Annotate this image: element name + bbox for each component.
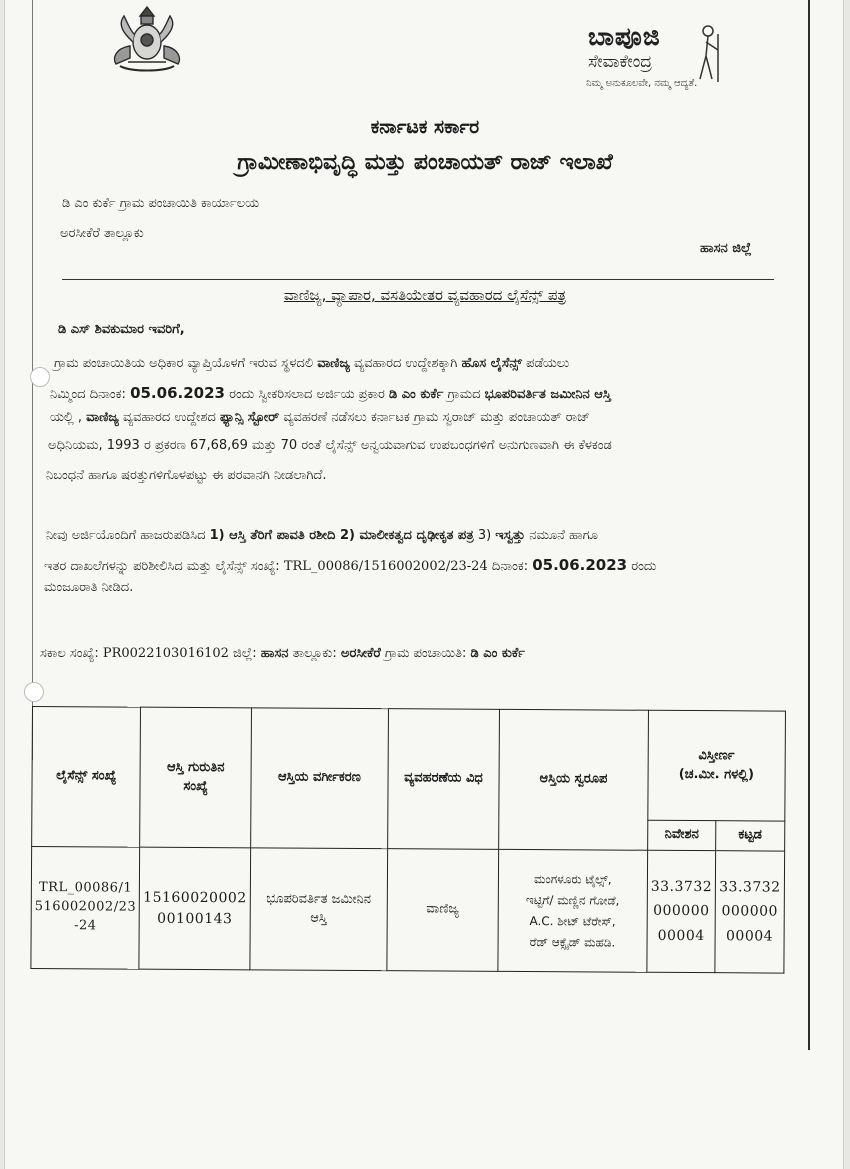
cell-business-type: ವಾಣಿಜ್ಯ xyxy=(387,849,499,972)
para1-line4: ಅಧಿನಿಯಮ, 1993 ರ ಪ್ರಕರಣ 67,68,69 ಮತ್ತು 70 ರಂತೆ ಲೈಸೆನ್ಸ್ ಅನ್ವಯವಾಗುವ ಉಪಬಂಧಗಳಿಗೆ ಅನುಗುಣವಾಗಿ ಈ ಕೆಳಕಂಡ xyxy=(48,438,612,453)
office-name: ಡಿ ಎಂ ಕುರ್ಕೆ ಗ್ರಾಮ ಪಂಚಾಯಿತಿ ಕಾರ್ಯಾಲಯ xyxy=(62,196,260,211)
logo-name: ಬಾಪೂಜಿ xyxy=(588,22,661,51)
gandhi-figure-icon xyxy=(688,24,728,84)
header-business-type: ವ್ಯವಹರಣೆಯ ವಿಧ xyxy=(387,709,499,850)
state-emblem-icon xyxy=(100,2,195,76)
district-name: ಹಾಸನ ಜಿಲ್ಲೆ xyxy=(700,241,752,256)
license-details-table xyxy=(30,706,785,974)
cell-site-area: 33.3732 000000 00004 xyxy=(647,850,716,972)
header-property-class: ಆಸ್ತಿಯ ವರ್ಗೀಕರಣ xyxy=(250,708,388,849)
header-site: ನಿವೇಶನ xyxy=(647,820,716,850)
cell-license-no: TRL_00086/1 516002002/23 -24 xyxy=(31,847,140,970)
para1-line2: ನಿಮ್ಮಿಂದ ದಿನಾಂಕ: 05.06.2023 ರಂದು ಸ್ವೀಕರಿಸಲಾದ ಅರ್ಜಿಯ ಪ್ರಕಾರ ಡಿ ಎಂ ಕುರ್ಕೆ ಗ್ರಾಮದ ಭೂಪರಿವರ್ತಿತ ಜಮೀನಿನ ಆಸ್ತಿ xyxy=(50,384,611,402)
header-property-nature: ಆಸ್ತಿಯ ಸ್ವರೂಪ xyxy=(498,709,648,850)
header-property-id: ಆಸ್ತಿ ಗುರುತಿನ ಸಂಖ್ಯೆ xyxy=(140,707,251,848)
cell-property-nature: ಮಂಗಳೂರು ಟೈಲ್ಸ್, ಇಟ್ಟಿಗೆ/ ಮಣ್ಣಿನ ಗೋಡೆ, A.C. ಶೀಟ್ ಟೆರೇಸ್, ರೆಡ್ ಆಕ್ಸೈಡ್ ಮಹಡಿ. xyxy=(498,849,648,972)
cell-property-id: 15160020002 00100143 xyxy=(139,847,250,970)
header-divider xyxy=(62,279,774,280)
logo-tagline: ನಿಮ್ಮ ಅನುಕೂಲವೇ, ನಮ್ಮ ಆದ್ಯತೆ. xyxy=(586,78,698,89)
government-title: ಕರ್ನಾಟಕ ಸರ್ಕಾರ xyxy=(370,116,480,138)
cell-property-class: ಭೂಪರಿವರ್ತಿತ ಜಮೀನಿನ ಆಸ್ತಿ xyxy=(250,848,388,971)
para2-line1: ನೀವು ಅರ್ಜಿಯೊಂದಿಗೆ ಹಾಜರುಪಡಿಸಿದ 1) ಆಸ್ತಿ ತೆರಿಗೆ ಪಾವತಿ ರಶೀದಿ 2) ಮಾಲೀಕತ್ವದ ದೃಢೀಕೃತ ಪತ್ರ 3) ಇಸ್ವತ್ತು ನಮೂನೆ ಹಾಗೂ xyxy=(46,528,598,543)
punch-hole-bottom xyxy=(24,682,44,702)
para2-line2: ಇತರ ದಾಖಲೆಗಳನ್ನು ಪರಿಶೀಲಿಸಿದ ಮತ್ತು ಲೈಸೆನ್ಸ್ ಸಂಖ್ಯೆ: TRL_00086/1516002002/23-24 ದಿನಾಂಕ: 05.06.2023 ರಂದು xyxy=(44,556,657,574)
table-row xyxy=(31,847,784,974)
table-header-row xyxy=(32,707,785,822)
para1-line1: ಗ್ರಾಮ ಪಂಚಾಯಿತಿಯ ಅಧಿಕಾರ ವ್ಯಾಪ್ತಿಯೊಳಗೆ ಇರುವ ಸ್ಥಳದಲಿ ವಾಣಿಜ್ಯ ವ್ಯವಹಾರದ ಉದ್ದೇಶಕ್ಕಾಗಿ ಹೊಸ ಲೈಸೆನ್ಸ್ ಪಡೆಯಲು xyxy=(54,356,570,371)
header-building: ಕಟ್ಟಡ xyxy=(716,821,785,851)
punch-hole-top xyxy=(30,367,50,387)
license-title: ವಾಣಿಜ್ಯ, ವ್ಯಾಪಾರ, ವಸತಿಯೇತರ ವ್ಯವಹಾರದ ಲೈಸೆನ್ಸ್ ಪತ್ರ xyxy=(283,286,567,304)
logo-sub: ಸೇವಾಕೇಂದ್ರ xyxy=(588,52,653,72)
department-title: ಗ್ರಾಮೀಣಾಭಿವೃದ್ಧಿ ಮತ್ತು ಪಂಚಾಯತ್ ರಾಜ್ ಇಲಾಖೆ xyxy=(237,150,613,175)
bapuji-seva-kendra-logo xyxy=(584,22,744,100)
header-license-no: ಲೈಸೆನ್ಸ್ ಸಂಖ್ಯೆ xyxy=(32,707,141,848)
addressee: ಡಿ ಎಸ್ ಶಿವಕುಮಾರ ಇವರಿಗೆ, xyxy=(58,322,185,337)
para1-line5: ನಿಬಂಧನೆ ಹಾಗೂ ಷರತ್ತುಗಳಿಗೊಳಪಟ್ಟು ಈ ಪರವಾನಗಿ ನೀಡಲಾಗಿದೆ. xyxy=(46,468,327,483)
header-area: ವಿಸ್ತೀರ್ಣ (ಚ.ಮೀ. ಗಳಲ್ಲಿ) xyxy=(648,710,785,821)
taluk-name: ಅರಸೀಕೆರೆ ತಾಲ್ಲೂಕು xyxy=(60,226,144,241)
cell-building-area: 33.3732 000000 00004 xyxy=(715,851,784,973)
para1-line3: ಯಲ್ಲಿ , ವಾಣಿಜ್ಯ ವ್ಯವಹಾರದ ಉದ್ದೇಶದ ಫ್ಯಾನ್ಸಿ ಸ್ಟೋರ್ ವ್ಯವಹರಣೆ ನಡೆಸಲು ಕರ್ನಾಟಕ ಗ್ರಾಮ ಸ್ವರಾಜ್ ಮತ್ತು ಪಂಚಾಯತ್ ರಾಜ್ xyxy=(50,410,591,425)
sakala-line: ಸಕಾಲ ಸಂಖ್ಯೆ: PR0022103016102 ಜಿಲ್ಲೆ: ಹಾಸನ ತಾಲ್ಲೂಕು: ಅರಸೀಕೆರೆ ಗ್ರಾಮ ಪಂಚಾಯಿತಿ: ಡಿ ಎಂ ಕುರ್ಕೆ xyxy=(40,646,525,661)
para2-line3: ಮಂಜೂರಾತಿ ನೀಡಿದ. xyxy=(44,580,134,595)
